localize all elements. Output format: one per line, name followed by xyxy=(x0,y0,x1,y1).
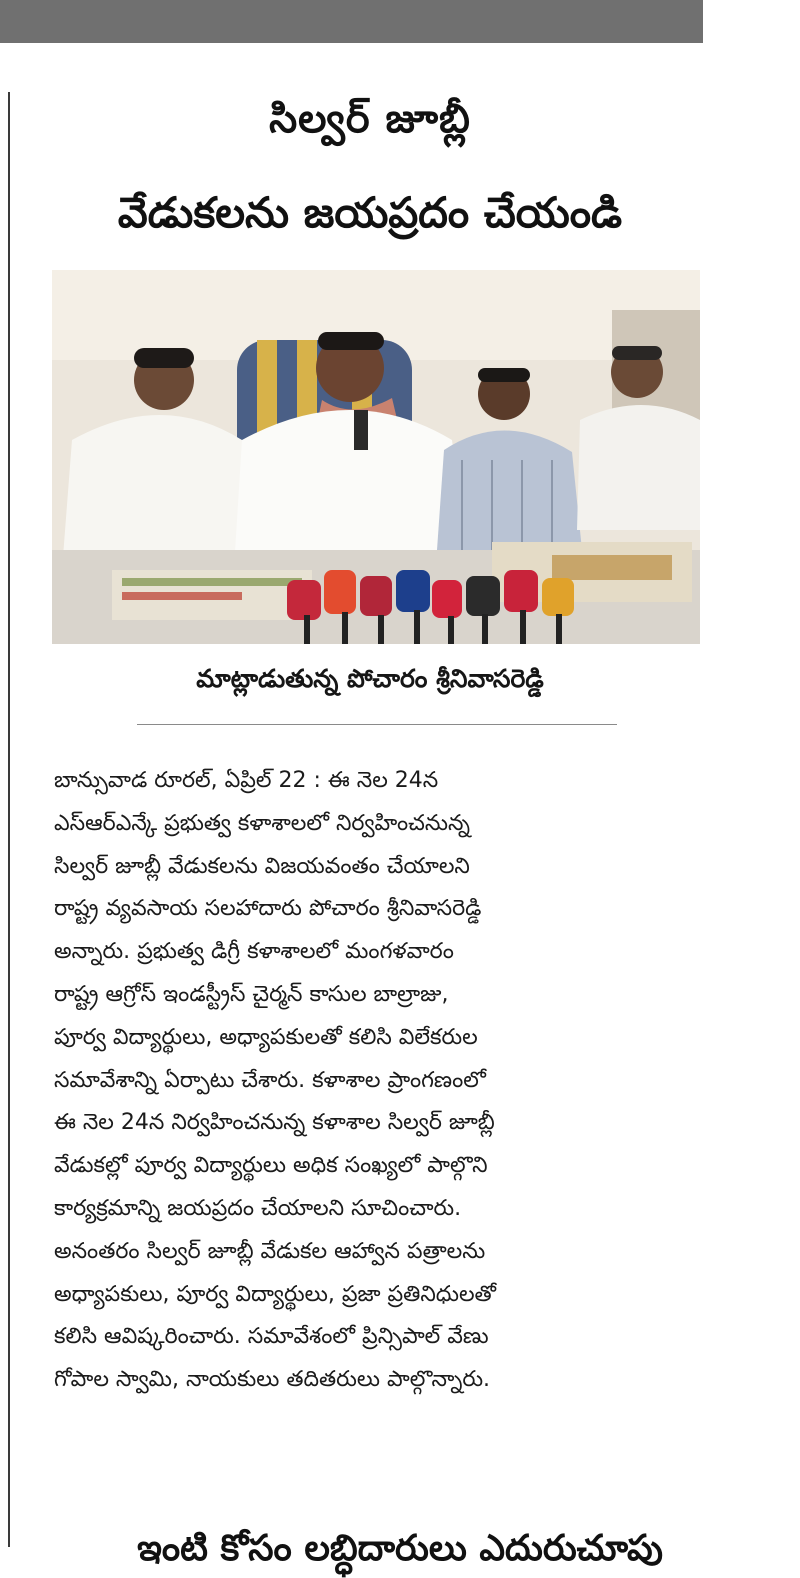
body-line: రాష్ట్ర వ్యవసాయ సలహాదారు పోచారం శ్రీనివాసరెడ్డి xyxy=(54,896,482,922)
body-line: కలిసి ఆవిష్కరించారు. సమావేశంలో ప్రిన్సిపాల్ వేణు xyxy=(54,1324,489,1350)
headline-line-1: సిల్వర్ జూబ్లీ xyxy=(269,96,471,142)
body-line: పూర్వ విద్యార్థులు, అధ్యాపకులతో కలిసి విలేకరుల xyxy=(54,1024,478,1050)
body-line: కార్యక్రమాన్ని జయప్రదం చేయాలని సూచించారు. xyxy=(54,1195,462,1221)
body-line: ఈ నెల 24న నిర్వహించనున్న కళాశాల సిల్వర్ జూబ్లీ xyxy=(54,1110,495,1136)
body-line: వేడుకల్లో పూర్వ విద్యార్థులు అధిక సంఖ్యలో పాల్గొని xyxy=(54,1153,488,1179)
headline-line-2: వేడుకలను జయప్రదం చేయండి xyxy=(117,188,623,237)
body-line: ఎస్ఆర్ఎన్కే ప్రభుత్వ కళాశాలలో నిర్వహించనున్న xyxy=(54,810,470,836)
column-divider xyxy=(8,92,10,1547)
page-header-bar xyxy=(0,0,703,43)
body-line: సమావేశాన్ని ఏర్పాటు చేశారు. కళాశాల ప్రాంగణంలో xyxy=(54,1067,486,1093)
body-line: గోపాల స్వామి, నాయకులు తదితరులు పాల్గొన్నారు. xyxy=(54,1367,491,1393)
caption-divider xyxy=(137,724,617,725)
body-line: అనంతరం సిల్వర్ జూబ్లీ వేడుకల ఆహ్వాన పత్రాలను xyxy=(54,1238,486,1264)
body-line: సిల్వర్ జూబ్లీ వేడుకలను విజయవంతం చేయాలని xyxy=(54,853,470,879)
body-line: రాష్ట్ర ఆగ్రోస్ ఇండస్ట్రీస్ చైర్మన్ కాసుల బాల్రాజు, xyxy=(54,981,449,1007)
photo-caption: మాట్లాడుతున్న పోచారం శ్రీనివాసరెడ్డి xyxy=(196,664,544,693)
body-line: అధ్యాపకులు, పూర్వ విద్యార్థులు, ప్రజా ప్రతినిధులతో xyxy=(54,1281,497,1307)
article-body xyxy=(54,760,704,1402)
press-meet-photo xyxy=(52,270,700,644)
body-line: బాన్సువాడ రూరల్, ఏప్రిల్ 22 : ఈ నెల 24న xyxy=(54,768,439,793)
body-line: అన్నారు. ప్రభుత్వ డిగ్రీ కళాశాలలో మంగళవారం xyxy=(54,939,454,965)
next-article-headline: ఇంటి కోసం లబ్ధిదారులు ఎదురుచూపు xyxy=(137,1528,663,1569)
